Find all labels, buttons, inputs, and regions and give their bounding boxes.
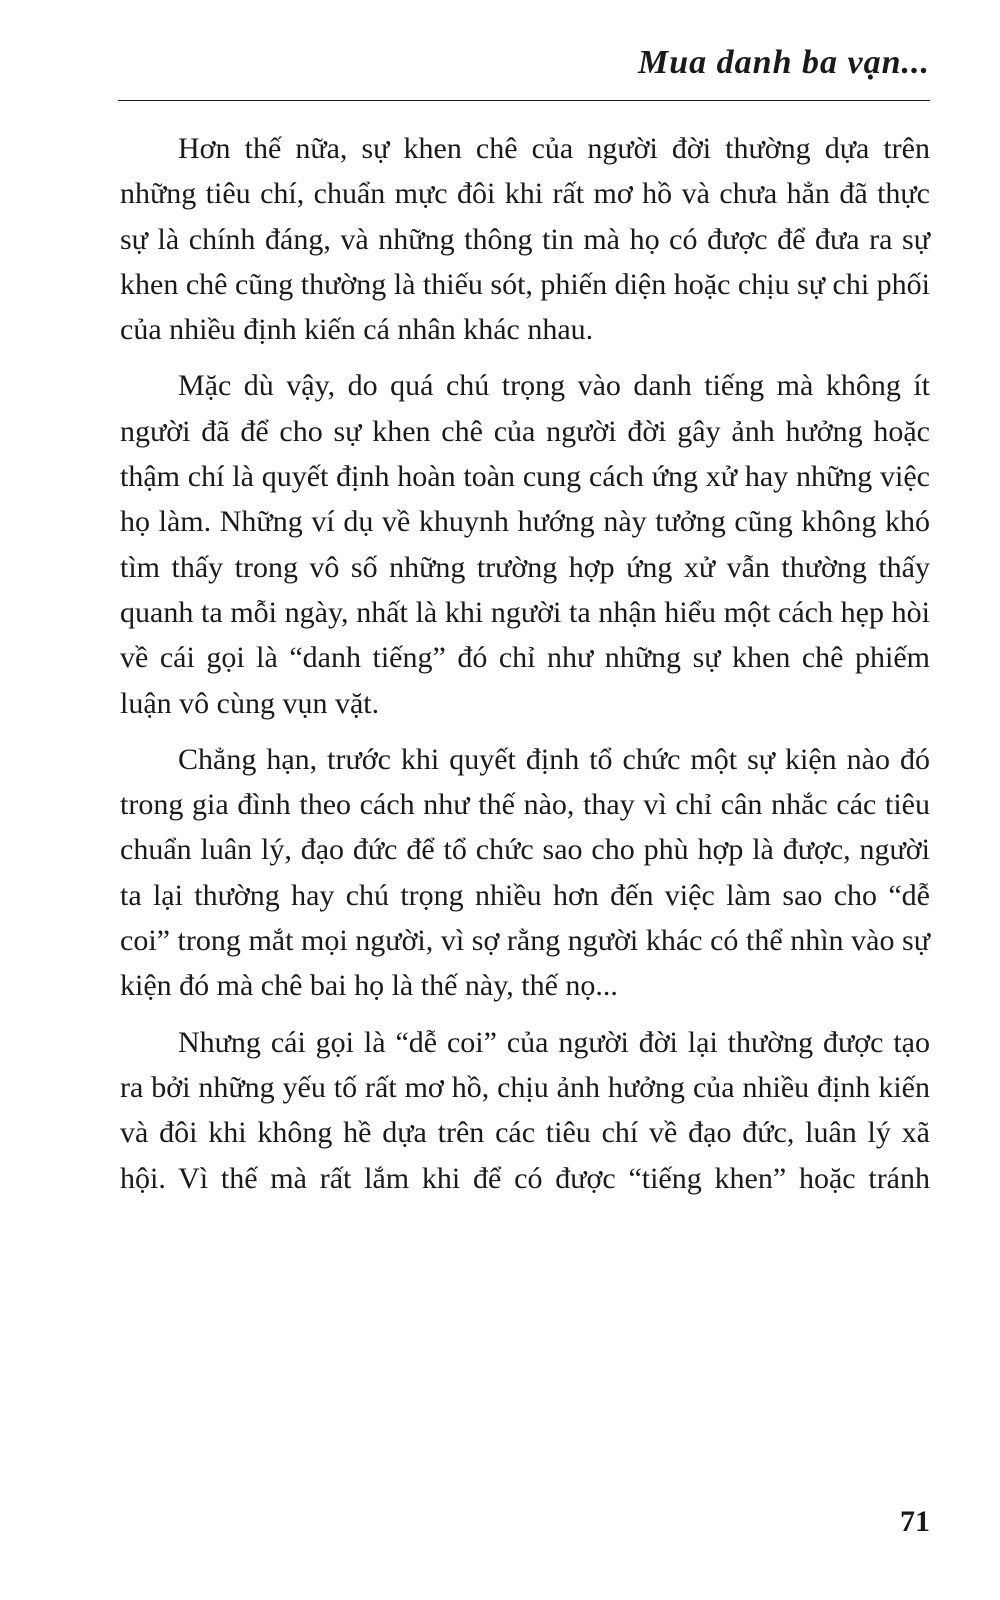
page-number: 71 [900, 1505, 930, 1538]
body-text [120, 126, 930, 1212]
paragraph-2: Mặc dù vậy, do quá chú trọng vào danh tiếng mà không ít người đã để cho sự khen chê của người đời gây ảnh hưởng hoặc thậm chí là quyết định hoàn toàn cung cách ứng xử hay những việc họ làm. Những ví dụ về khuynh hướng này tưởng cũng không khó tìm thấy trong vô số những trường hợp ứng xử vẫn thường thấy quanh ta mỗi ngày, nhất là khi người ta nhận hiểu một cách hẹp hòi về cái gọi là “danh tiếng” đó chỉ như những sự khen chê phiếm luận vô cùng vụn vặt. [120, 369, 930, 720]
header-divider [118, 100, 930, 101]
paragraph-3: Chẳng hạn, trước khi quyết định tổ chức một sự kiện nào đó trong gia đình theo cách như thế nào, thay vì chỉ cân nhắc các tiêu chuẩn luân lý, đạo đức để tổ chức sao cho phù hợp là được, người ta lại thường hay chú trọng nhiều hơn đến việc làm sao cho “dễ coi” trong mắt mọi người, vì sợ rằng người khác có thể nhìn vào sự kiện đó mà chê bai họ là thế này, thế nọ... [120, 742, 930, 1003]
running-header-title: Mua danh ba vạn... [638, 44, 930, 81]
paragraph-1: Hơn thế nữa, sự khen chê của người đời thường dựa trên những tiêu chí, chuẩn mực đôi khi rất mơ hồ và chưa hẳn đã thực sự là chính đáng, và những thông tin mà họ có được để đưa ra sự khen chê cũng thường là thiếu sót, phiến diện hoặc chịu sự chi phối của nhiều định kiến cá nhân khác nhau. [120, 132, 930, 347]
paragraph-4: Nhưng cái gọi là “dễ coi” của người đời lại thường được tạo ra bởi những yếu tố rất mơ hồ, chịu ảnh hưởng của nhiều định kiến và đôi khi không hề dựa trên các tiêu chí về đạo đức, luân lý xã hội. Vì thế mà rất lắm khi để có được “tiếng khen” hoặc tránh [120, 1025, 930, 1195]
